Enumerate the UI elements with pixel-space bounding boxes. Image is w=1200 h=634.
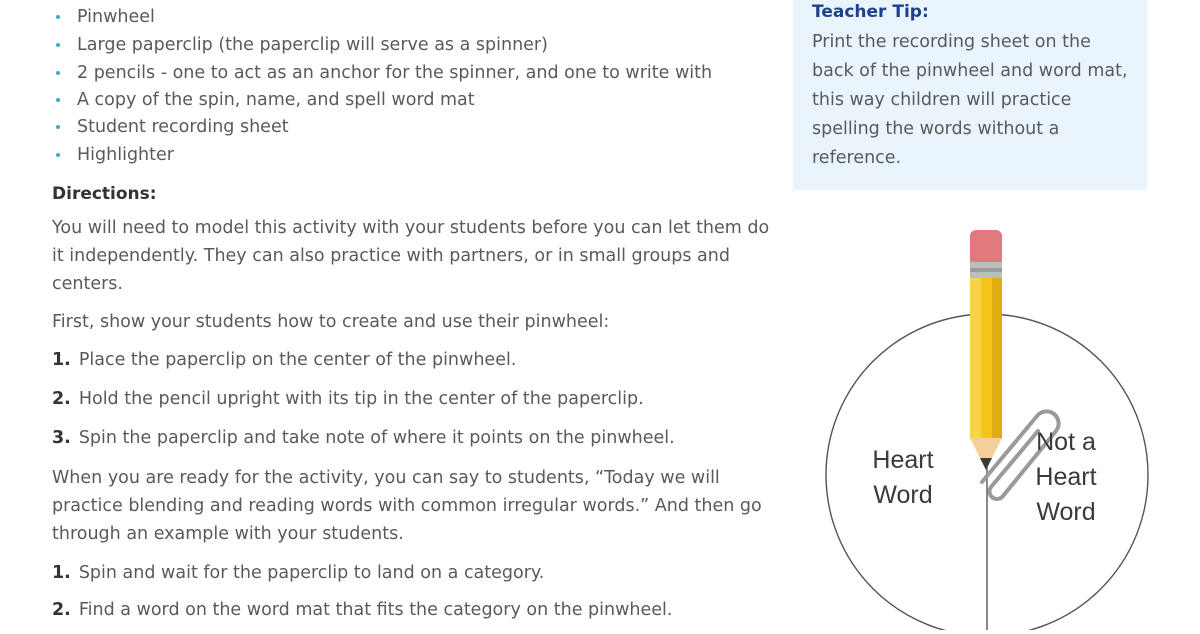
- example-step-item: 1. Spin and wait for the paperclip to land on a category.: [52, 563, 545, 583]
- bullet-icon: [56, 125, 60, 129]
- step-item: 3. Spin the paperclip and take note of where it points on the pinwheel.: [52, 428, 675, 448]
- bullet-icon: [56, 43, 60, 47]
- heart-word-label: Heart Word: [872, 446, 934, 509]
- step-item: 2. Hold the pencil upright with its tip in the center of the paperclip.: [52, 389, 644, 409]
- step-item: 1. Place the paperclip on the center of the pinwheel.: [52, 350, 517, 370]
- teacher-tip-title: Teacher Tip:: [812, 2, 929, 22]
- not-heart-word-label: Not a Heart Word: [1035, 428, 1097, 526]
- pencil-icon: [970, 230, 1002, 470]
- teacher-tip-box: [793, 0, 1147, 190]
- pinwheel-icon: [790, 220, 1170, 630]
- directions-heading: Directions:: [52, 184, 157, 204]
- bullet-icon: [56, 71, 60, 75]
- ready-paragraph: When you are ready for the activity, you can say to students, “Today we will practice blending and reading words with common irregular words.” And then go through an example with your students.: [52, 468, 762, 544]
- directions-intro: You will need to model this activity with your students before you can let them do it independently. They can also practice with partners, or in small groups and centers.: [52, 218, 770, 294]
- teacher-tip-body: Print the recording sheet on the back of the pinwheel and word mat, this way children will practice spelling the words without a reference.: [812, 32, 1128, 168]
- bullet-icon: [56, 98, 60, 102]
- bullet-icon: [56, 15, 60, 19]
- directions-first: First, show your students how to create and use their pinwheel:: [52, 312, 610, 332]
- example-step-item: 2. Find a word on the word mat that fits the category on the pinwheel.: [52, 600, 673, 620]
- bullet-icon: [56, 153, 60, 157]
- pinwheel-illustration: [790, 220, 1170, 630]
